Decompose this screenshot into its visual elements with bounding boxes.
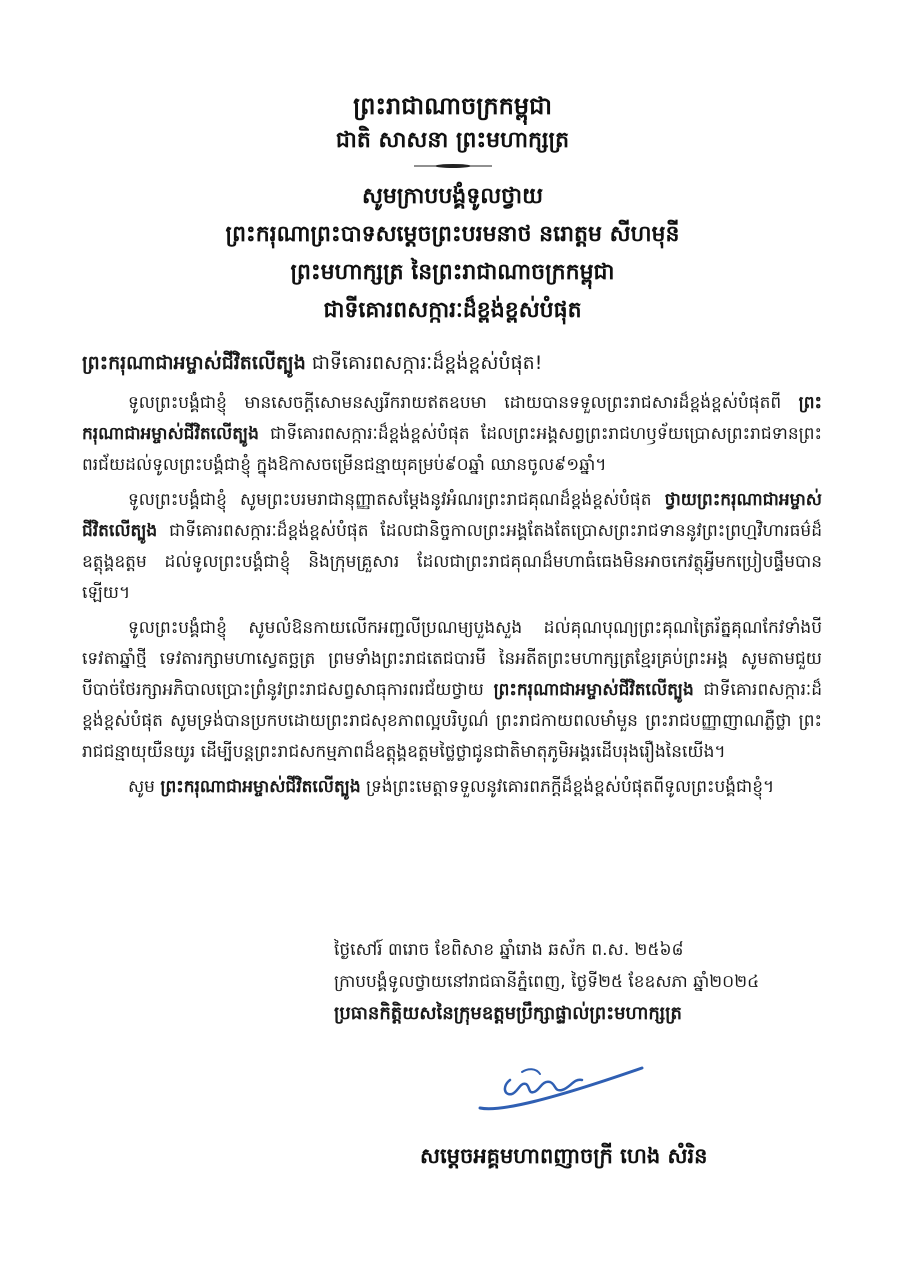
address-block: [0, 178, 905, 330]
p3-text-bold: ព្រះករុណាជាអម្ចាស់ជីវិតលើត្បូង: [493, 680, 694, 700]
p4-text-bold: ព្រះករុណាជាអម្ចាស់ជីវិតលើត្បូង: [160, 777, 361, 797]
national-motto: ជាតិ សាសនា ព្រះមហាក្សត្រ: [335, 128, 570, 153]
p4-text-c: ទ្រង់ព្រះមេត្តាទទួលនូវគោរពភក្តីដ៏ខ្ពង់ខ្ពស់បំផុតពីទូលព្រះបង្គំជាខ្ញុំ។: [360, 777, 775, 797]
paragraph-3: [82, 613, 822, 768]
handwritten-signature: [470, 1050, 650, 1120]
p1-text-c: ជាទីគោរពសក្ការៈដ៏ខ្ពង់ខ្ពស់បំផុត ដែលព្រះអង្គសព្វព្រះរាជហឫទ័យប្រោសព្រះរាជទានព្រះពរជ័យដល់ទូលព្រះបង្គំជាខ្ញុំ ក្នុងឱកាសចម្រើនជន្មាយុគម្រប់៩០ឆ្នាំ ឈានចូល៩១ឆ្នាំ។: [82, 424, 822, 475]
signer-name: សម្តេចអគ្គមហាពញាចក្រី ហេង សំរិន: [420, 1144, 708, 1168]
address-king-name: ព្រះករុណាព្រះបាទសម្តេចព្រះបរមនាថ នរោត្តម សីហមុនី: [225, 222, 680, 247]
date-block: [334, 934, 834, 1030]
paragraph-2: [82, 485, 822, 609]
lunar-date: ថ្ងៃសៅរ៍ ៣រោច ខែពិសាខ ឆ្នាំរោង ឆស័ក ព.ស. ២៥៦៨: [334, 940, 684, 960]
opening-line: [82, 346, 822, 380]
sender-title: ប្រធានកិត្តិយសនៃក្រុមឧត្តមប្រឹក្សាផ្ទាល់ព្រះមហាក្សត្រ: [334, 1003, 682, 1024]
p2-text-a: ទូលព្រះបង្គំជាខ្ញុំ សូមព្រះបរមរាជានុញ្ញាតសម្តែងនូវអំណរព្រះរាជគុណដ៏ខ្ពង់ខ្ពស់បំផុត: [128, 490, 665, 510]
address-salutation: សូមក្រាបបង្គំទូលថ្វាយ: [361, 184, 544, 209]
paragraph-1: [82, 388, 822, 481]
address-king-title: ព្រះមហាក្សត្រ នៃព្រះរាជាណាចក្រកម្ពុជា: [290, 260, 615, 285]
p1-text-a: ទូលព្រះបង្គំជាខ្ញុំ មានសេចក្តីសោមនស្សរីករាយឥតឧបមា ដោយបានទទួលព្រះរាជសារដ៏ខ្ពង់ខ្ពស់បំផុតពី: [128, 393, 799, 413]
p2-text-bold: ថ្វាយព្រះករុណាជាអម្ចាស់ជីវិតលើត្បូង: [82, 490, 822, 541]
kingdom-title: ព្រះរាជាណាចក្រកម្ពុជា: [353, 92, 552, 120]
p3-text-a: ទូលព្រះបង្គំជាខ្ញុំ សូមលំឱនកាយលើកអញ្ជលីប្រណម្យបួងសួង ដល់គុណបុណ្យព្រះគុណត្រៃរ័ត្នគុណកែវទាំងបី ទេវតាឆ្នាំថ្មី ទេវតារក្សាមហាស្វេតច្ឆត្រ ព្រមទាំងព្រះរាជតេជបារមី នៃអតីតព្រះមហាក្សត្រខ្មែរគ្រប់ព្រះអង្គ សូមតាមជួយបីបាច់ថែរក្សាអភិបាលប្រោះព្រំនូវព្រះរាជសព្វសាធុការពរជ័យថ្វាយ: [82, 618, 822, 700]
p3-text-c: ជាទីគោរពសក្ការៈដ៏ខ្ពង់ខ្ពស់បំផុត សូមទ្រង់បានប្រកបដោយព្រះរាជសុខភាពល្អបរិបូណ៌ ព្រះរាជកាយពលមាំមួន ព្រះរាជបញ្ញាញាណភ្លឺថ្លា ព្រះរាជជន្មាយុយឺនយូរ ដើម្បីបន្តព្រះរាជសកម្មភាពដ៏ឧត្តុង្គឧត្តមថ្លៃថ្លាជូនជាតិមាតុភូមិអង្គរដើបរុងរឿងនៃយើង។: [82, 680, 822, 762]
opening-bold: ព្រះករុណាជាអម្ចាស់ជីវិតលើត្បូង: [82, 352, 306, 374]
paragraph-4: [82, 772, 822, 803]
opening-rest: ជាទីគោរពសក្ការៈដ៏ខ្ពង់ខ្ពស់បំផុត!: [305, 352, 543, 374]
p2-text-c: ជាទីគោរពសក្ការៈដ៏ខ្ពង់ខ្ពស់បំផុត ដែលជានិច្ចកាលព្រះអង្គតែងតែប្រោសព្រះរាជទាននូវព្រះព្រហ្មវិហារធម៌ដ៏ឧត្តុង្គឧត្តម ដល់ទូលព្រះបង្គំជាខ្ញុំ និងក្រុមគ្រួសារ ដែលជាព្រះរាជគុណដ៏មហាធំធេងមិនអាចកេវត្ថុអ្វីមកប្រៀបផ្ទឹមបានឡើយ។: [82, 521, 822, 603]
letter-body: [82, 346, 822, 807]
place-and-date: ក្រាបបង្គំទូលថ្វាយនៅរាជធានីភ្នំពេញ, ថ្ងៃទី២៥ ខែឧសភា ឆ្នាំ២០២៤: [334, 972, 760, 992]
letter-header: [0, 88, 905, 158]
p1-text-bold: ព្រះករុណាជាអម្ចាស់ជីវិតលើត្បូង: [82, 393, 822, 444]
address-honorific: ជាទីគោរពសក្ការៈដ៏ខ្ពង់ខ្ពស់បំផុត: [323, 298, 582, 323]
p4-text-a: សូម: [128, 777, 161, 797]
ornamental-divider: [414, 162, 492, 170]
